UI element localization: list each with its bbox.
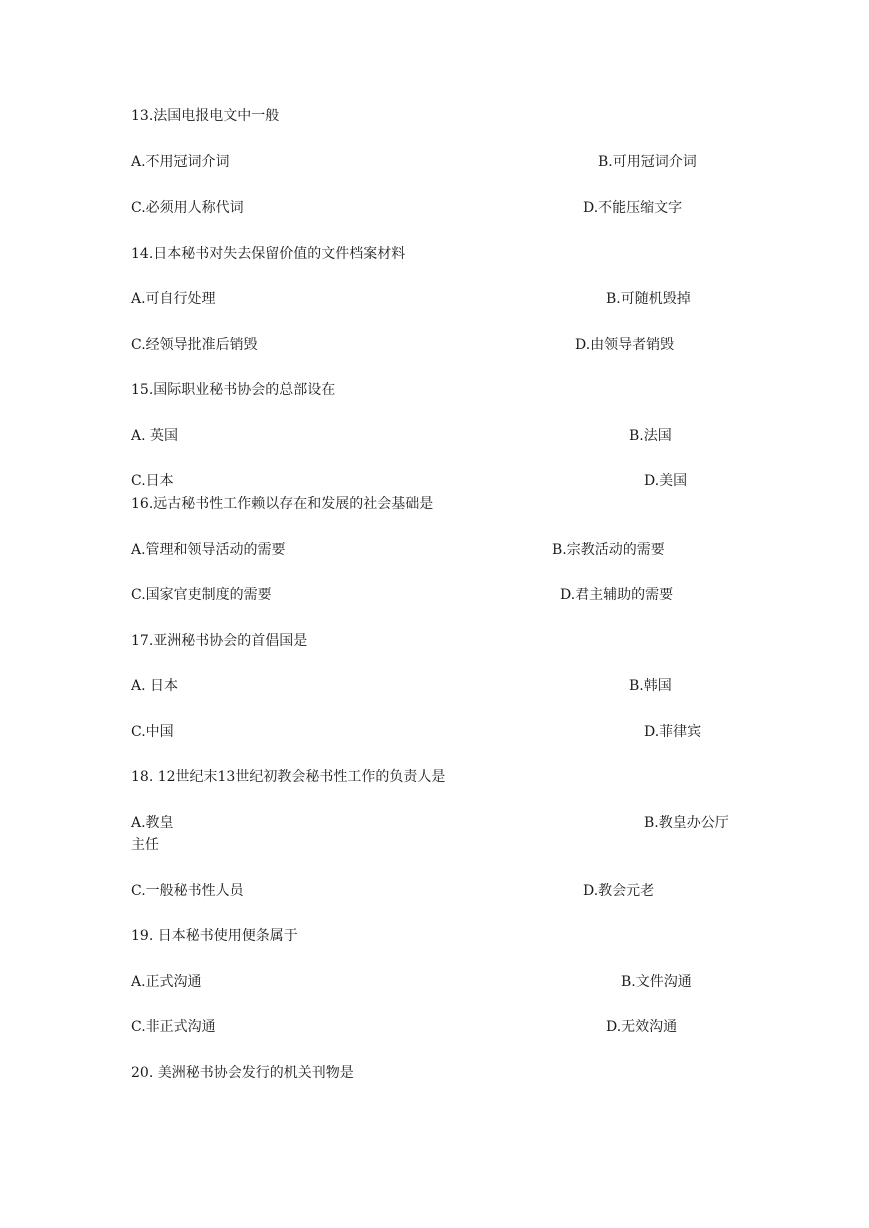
option-b: B.法国 — [629, 428, 672, 444]
option-c: C.非正式沟通 — [131, 1019, 216, 1035]
option-b: B.教皇办公厅 — [644, 815, 729, 831]
option-c: C.日本 — [131, 473, 174, 489]
option-c: C.国家官吏制度的需要 — [131, 587, 272, 603]
option-d: D.无效沟通 — [606, 1019, 678, 1035]
question-stem: 15.国际职业秘书协会的总部设在 — [131, 382, 336, 398]
option-b: B.可随机毁掉 — [606, 291, 691, 307]
option-d: D.不能压缩文字 — [583, 200, 683, 216]
option-b: B.宗教活动的需要 — [552, 542, 665, 558]
option-a: A.管理和领导活动的需要 — [131, 542, 286, 558]
option-a: A.不用冠词介词 — [131, 154, 230, 170]
question-stem: 16.远古秘书性工作赖以存在和发展的社会基础是 — [131, 496, 434, 512]
option-d: D.美国 — [644, 473, 688, 489]
option-a: A. 英国 — [131, 428, 179, 444]
question-stem: 19. 日本秘书使用便条属于 — [131, 928, 298, 944]
option-d: D.教会元老 — [583, 883, 655, 899]
option-d: D.由领导者销毁 — [575, 337, 675, 353]
option-d: D.菲律宾 — [644, 724, 702, 740]
option-c: C.中国 — [131, 724, 174, 740]
question-stem: 20. 美洲秘书协会发行的机关刊物是 — [131, 1065, 354, 1081]
option-b-continued: 主任 — [131, 837, 159, 853]
option-c: C.必须用人称代词 — [131, 200, 244, 216]
option-a: A.正式沟通 — [131, 974, 202, 990]
option-b: B.韩国 — [629, 678, 672, 694]
option-c: C.一般秘书性人员 — [131, 883, 244, 899]
option-b: B.可用冠词介词 — [598, 154, 697, 170]
option-c: C.经领导批准后销毁 — [131, 337, 258, 353]
question-stem: 14.日本秘书对失去保留价值的文件档案材料 — [131, 246, 406, 262]
option-d: D.君主辅助的需要 — [560, 587, 674, 603]
question-stem: 13.法国电报电文中一般 — [131, 108, 280, 124]
option-a: A.教皇 — [131, 815, 174, 831]
option-b: B.文件沟通 — [621, 974, 692, 990]
question-stem: 17.亚洲秘书协会的首倡国是 — [131, 633, 308, 649]
option-a: A.可自行处理 — [131, 291, 216, 307]
question-stem: 18. 12世纪末13世纪初教会秘书性工作的负责人是 — [131, 769, 446, 785]
option-a: A. 日本 — [131, 678, 179, 694]
